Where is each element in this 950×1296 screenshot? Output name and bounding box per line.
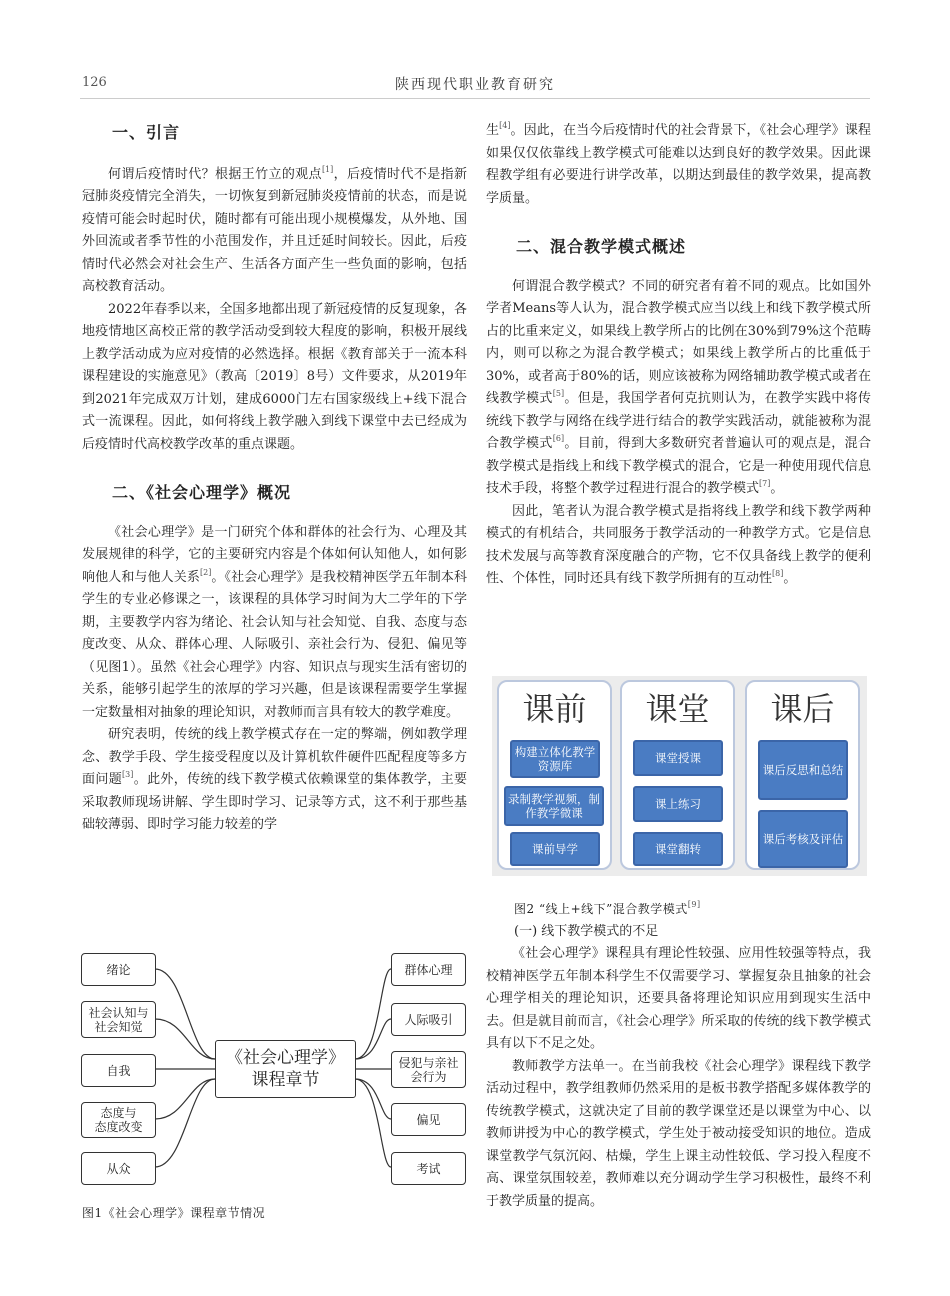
paragraph: 生[4]。因此，在当今后疫情时代的社会背景下，《社会心理学》课程如果仅仅依靠线上教学模式可能难以达到良好的教学效果。因此课程教学组有必要进行讲学改革，以期达到最佳的教学效果，提高教学质量。 [486,121,871,206]
panel-before-class [497,680,612,870]
citation: [1] [321,164,334,174]
panel-in-class [620,680,735,870]
left-column [82,122,467,837]
citation: [5] [552,389,565,398]
section-heading-intro: 一、引言 [112,123,181,142]
header-rule [80,98,870,99]
chapter-node: 群体心理 [391,953,466,986]
citation: [2] [199,567,212,577]
paragraph: 《社会心理学》课程具有理论性较强、应用性较强等特点，我校精神医学五年制本科学生不仅需要学习、掌握复杂且抽象的社会心理学相关的理论知识，还要具备将理论知识应用到现实生活中去。但是就目前而言，《社会心理学》所采取的传统的线下教学模式具有以下不足之处。 [486,946,871,1051]
chapter-node: 绪论 [81,953,156,986]
paragraph: 《社会心理学》是一门研究个体和群体的社会行为、心理及其发展规律的科学，它的主要研究内容是个体如何认知他人，如何影响他人和与他人关系[2]。《社会心理学》是我校精神医学五年制本科学生的专业必修课之一，该课程的具体学习时间为大二学年的下学期，主要教学内容为绪论、社会认知与社会知觉、自我、态度与态度改变、从众、群体心理、人际吸引、亲社会行为、侵犯、偏见等（见图1）。虽然《社会心理学》内容、知识点与现实生活有密切的关系，能够引起学生的浓厚的学习兴趣，但是该课程需要学生掌握一定数量相对抽象的理论知识，对教师而言具有较大的教学难度。 [82,524,467,720]
chapter-node: 考试 [391,1152,466,1185]
paragraph: 研究表明，传统的线上教学模式存在一定的弊端，例如教学理念、教学手段、学生接受程度以及计算机软件硬件匹配程度等多方面问题[3]。此外，传统的线下教学模式依赖课堂的集体教学，主要采取教师现场讲解、学生即时学习、记录等方式，这不利于那些基础较薄弱、即时学习能力较差的学 [82,727,467,832]
chapter-node: 态度与 态度改变 [81,1102,156,1138]
paragraph: 何谓混合教学模式？不同的研究者有着不同的观点。比如国外学者Means等人认为，混合教学模式应当以线上和线下教学模式所占的比重来定义，如果线上教学所占的比例在30%到79%这个范畴内，则可以称之为混合教学模式；如果线上教学所占的比重低于30%，或者高于80%的话，则应该被称为网络辅助教学模式或者在线教学模式[5]。但是，我国学者何克抗则认为，在教学实践中将传统线下教学与网络在线学进行结合的教学实践活动，就能被称为混合教学模式[6]。目前，得到大多数研究者普遍认可的观点是，混合教学模式是指线上和线下教学模式的混合，它是一种使用现代信息技术手段，将整个教学过程进行混合的教学模式[7]。 [486,278,871,496]
right-column-lower [486,898,871,1213]
citation: [6] [552,434,565,443]
panel-item: 课后反思和总结 [758,740,848,800]
paragraph: 2022年春季以来，全国多地都出现了新冠疫情的反复现象，各地疫情地区高校正常的教学活动受到较大程度的影响，积极开展线上教学活动成为应对疫情的必然选择。根据《教育部关于一流本科课程建设的实施意见》（教高〔2019〕8号）文件要求，从2019年到2021年完成双万计划，建成6000门左右国家级线上+线下混合式一流课程。因此，如何将线上教学融入到线下课堂中去已经成为后疫情时代高校教学改革的重点课题。 [82,301,467,452]
chapter-node: 从众 [81,1152,156,1185]
citation: [3] [122,770,134,779]
chapter-node: 侵犯与亲社 会行为 [391,1051,466,1088]
panel-item: 构建立体化教学资源库 [510,740,600,778]
section-heading-overview: 二、《社会心理学》概况 [112,483,292,502]
panel-title: 课堂 [645,690,710,728]
journal-title: 陕西现代职业教育研究 [395,77,555,93]
panel-item: 课后考核及评估 [758,810,848,868]
subsection-heading: (一) 线下教学模式的不足 [514,923,659,939]
chapter-node: 自我 [81,1054,156,1087]
right-column [486,120,871,591]
panel-title: 课前 [522,690,587,728]
paragraph: 教师教学方法单一。在当前我校《社会心理学》课程线下教学活动过程中，教学组教师仍然采用的是板书教学搭配多媒体教学的传统教学模式，这就决定了目前的教学课堂还是以课堂为中心、以教师讲授为中心的教学模式，学生处于被动接受知识的地位。造成课堂教学气氛沉闷、枯燥，学生上课主动性较低、学习投入程度不高、课堂氛围较差，教师难以充分调动学生学习积极性，最终不利于教学质量的提高。 [486,1058,871,1209]
panel-item: 课前导学 [510,832,600,866]
citation: [9] [687,900,701,909]
page-number: 126 [82,75,107,90]
citation: [7] [759,479,771,488]
panel-title: 课后 [770,690,835,728]
paragraph: 因此，笔者认为混合教学模式是指将线上教学和线下教学两种模式的有机结合，共同服务于教学活动的一种教学方式。它是信息技术发展与高等教育深度融合的产物，它不仅具备线上教学的便利性、个体性，同时还具有线下教学所拥有的互动性[8]。 [486,503,871,586]
section-heading-blended: 二、混合教学模式概述 [516,237,687,256]
figure-blended-model [492,676,867,876]
citation: [8] [772,569,784,578]
panel-item: 课堂授课 [633,740,723,776]
citation: [4] [499,121,511,130]
chapter-node: 偏见 [391,1103,466,1136]
chapter-node: 社会认知与 社会知觉 [81,1001,156,1038]
figure-2-caption: 图2 “线上+线下”混合教学模式[9] [514,900,701,916]
paragraph: 何谓后疫情时代？根据王竹立的观点[1]，后疫情时代不是指新冠肺炎疫情完全消失，一切恢复到新冠肺炎疫情前的状态，而是说疫情可能会时起时伏，随时都有可能出现小规模爆发，从外地、国外回流或者季节性的小范围发作，并且迁延时间较长。因此，后疫情时代必然会对社会生产、生活各方面产生一些负面的影响，包括高校教育活动。 [82,164,467,294]
panel-item: 课上练习 [633,786,723,822]
figure-course-chapters [80,942,470,1192]
panel-item: 课堂翻转 [633,832,723,866]
panel-item: 录制教学视频，制作教学微课 [504,786,604,826]
center-node: 《社会心理学》 课程章节 [215,1040,356,1098]
figure-1-caption: 图1《社会心理学》课程章节情况 [82,1206,266,1220]
panel-after-class [745,680,860,870]
chapter-node: 人际吸引 [391,1003,466,1036]
